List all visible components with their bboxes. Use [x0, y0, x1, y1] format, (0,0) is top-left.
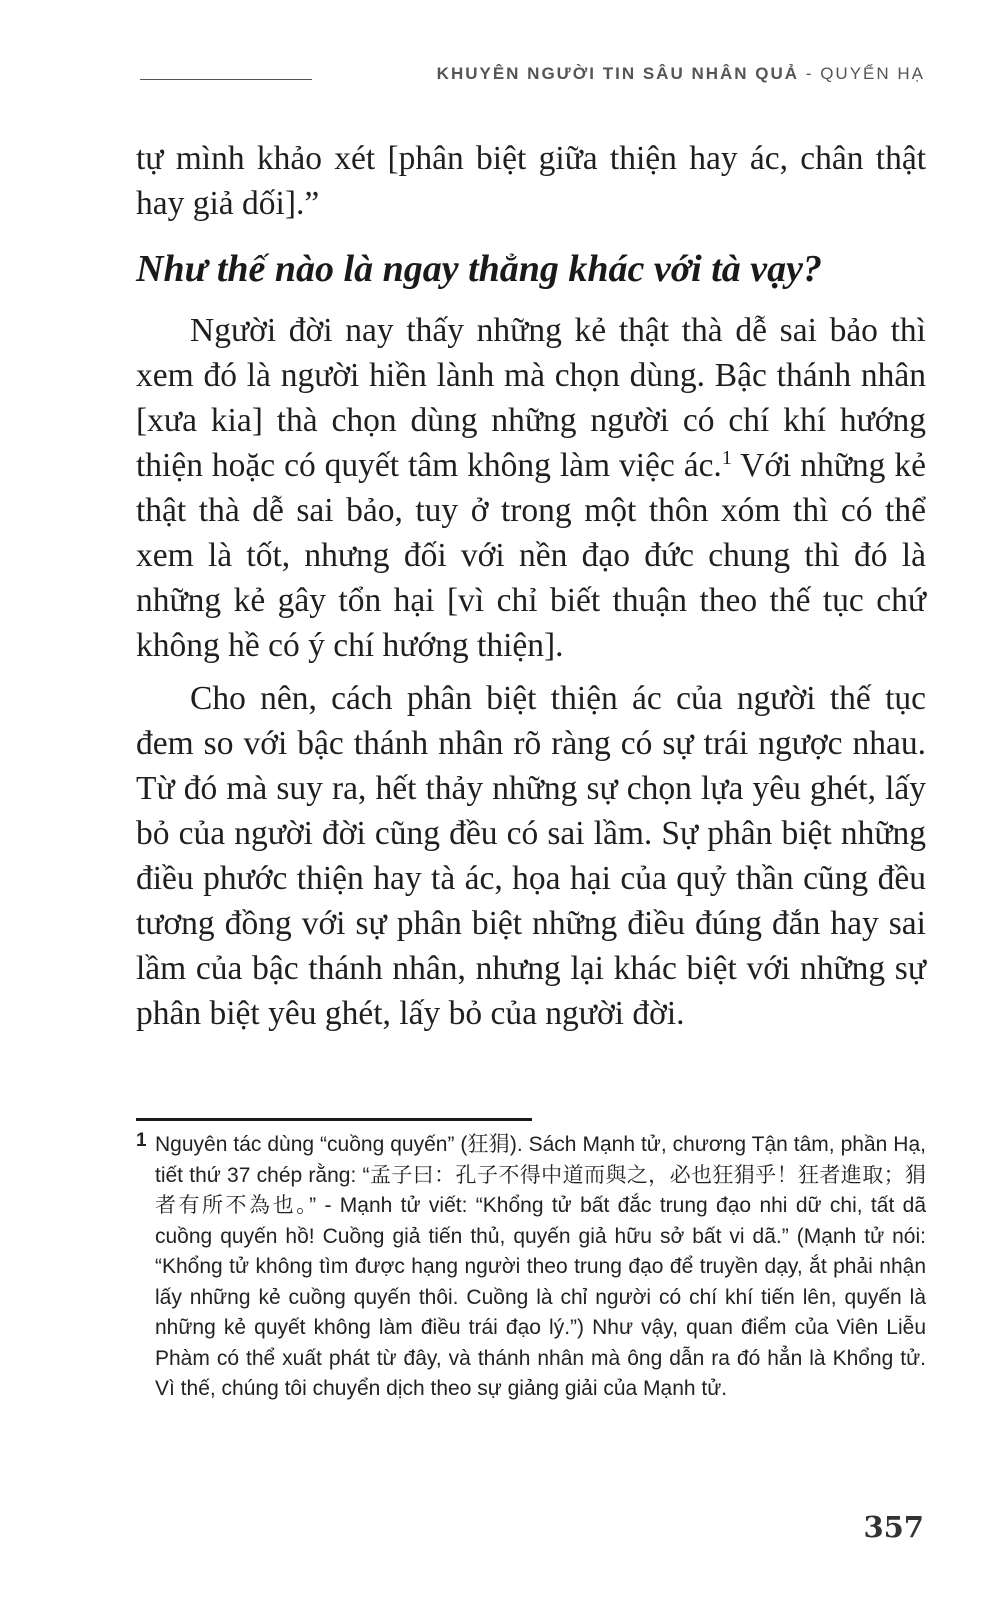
paragraph-2: Cho nên, cách phân biệt thiện ác của người thế tục đem so với bậc thánh nhân rõ ràng có sự trái ngược nhau. Từ đó mà suy ra, hết thảy những sự chọn lựa yêu ghét, lấy bỏ của người đời cũng đều có sai lầm. Sự phân biệt những điều phước thiện hay tà ác, họa hại của quỷ thần cũng đều tương đồng với sự phân biệt những điều đúng đắn hay sai lầm của bậc thánh nhân, nhưng lại khác biệt với những sự phân biệt yêu ghét, lấy bỏ của người đời.	[136, 680, 926, 1032]
footnote-number: 1	[136, 1130, 147, 1151]
footnote	[136, 1130, 926, 1405]
page-body	[136, 136, 926, 1036]
paragraph-1-text-a: Người đời nay thấy những kẻ thật thà dễ sai bảo thì xem đó là người hiền lành mà chọn dùng. Bậc thánh nhân [xưa kia] thà chọn dùng những người có chí khí hướng thiện hoặc có quyết tâm không làm việc ác.	[136, 312, 926, 484]
page-number: 357	[863, 1510, 924, 1544]
paragraph-1-text-b: Với những kẻ thật thà dễ sai bảo, tuy ở trong một thôn xóm thì có thể xem là tốt, nhưng đối với nền đạo đức chung thì đó là những kẻ gây tổn hại [vì chỉ biết thuận theo thế tục chứ không hề có ý chí hướng thiện].	[136, 447, 926, 664]
section-heading: Như thế nào là ngay thẳng khác với tà vạy?	[136, 248, 823, 290]
header-rule	[140, 79, 312, 80]
book-title: KHUYÊN NGƯỜI TIN SÂU NHÂN QUẢ	[436, 64, 800, 83]
footnote-rule	[136, 1118, 532, 1121]
footnote-text: Nguyên tác dùng “cuồng quyến” (狂狷). Sách Mạnh tử, chương Tận tâm, phần Hạ, tiết thứ 37 chép rằng: “孟子曰：孔子不得中道而與之，必也狂狷乎！狂者進取；狷者有所不為也。” - Mạnh tử viết: “Khổng tử bất đắc trung đạo nhi dữ chi, tất dã cuồng quyến hồ! Cuồng giả tiến thủ, quyến giả hữu sở bất vi dã.” (Mạnh tử nói: “Khổng tử không tìm được hạng người theo trung đạo để truyền dạy, ắt phải nhận lấy những kẻ cuồng quyến thôi. Cuồng là chỉ người có chí khí tiến lên, quyến là những kẻ quyết không làm điều trái đạo lý.”) Như vậy, quan điểm của Viên Liễu Phàm có thể xuất phát từ đây, và thánh nhân mà ông dẫn ra đó hẳn là Khổng tử. Vì thế, chúng tôi chuyển dịch theo sự giảng giải của Mạnh tử.	[155, 1133, 926, 1400]
footnote-reference: 1	[721, 446, 732, 469]
continuation-paragraph: tự mình khảo xét [phân biệt giữa thiện hay ác, chân thật hay giả dối].”	[136, 140, 926, 222]
paragraph-1	[136, 308, 926, 668]
volume-label: QUYỂN HẠ	[820, 64, 925, 83]
running-head	[437, 64, 925, 84]
header-separator: -	[805, 64, 814, 83]
